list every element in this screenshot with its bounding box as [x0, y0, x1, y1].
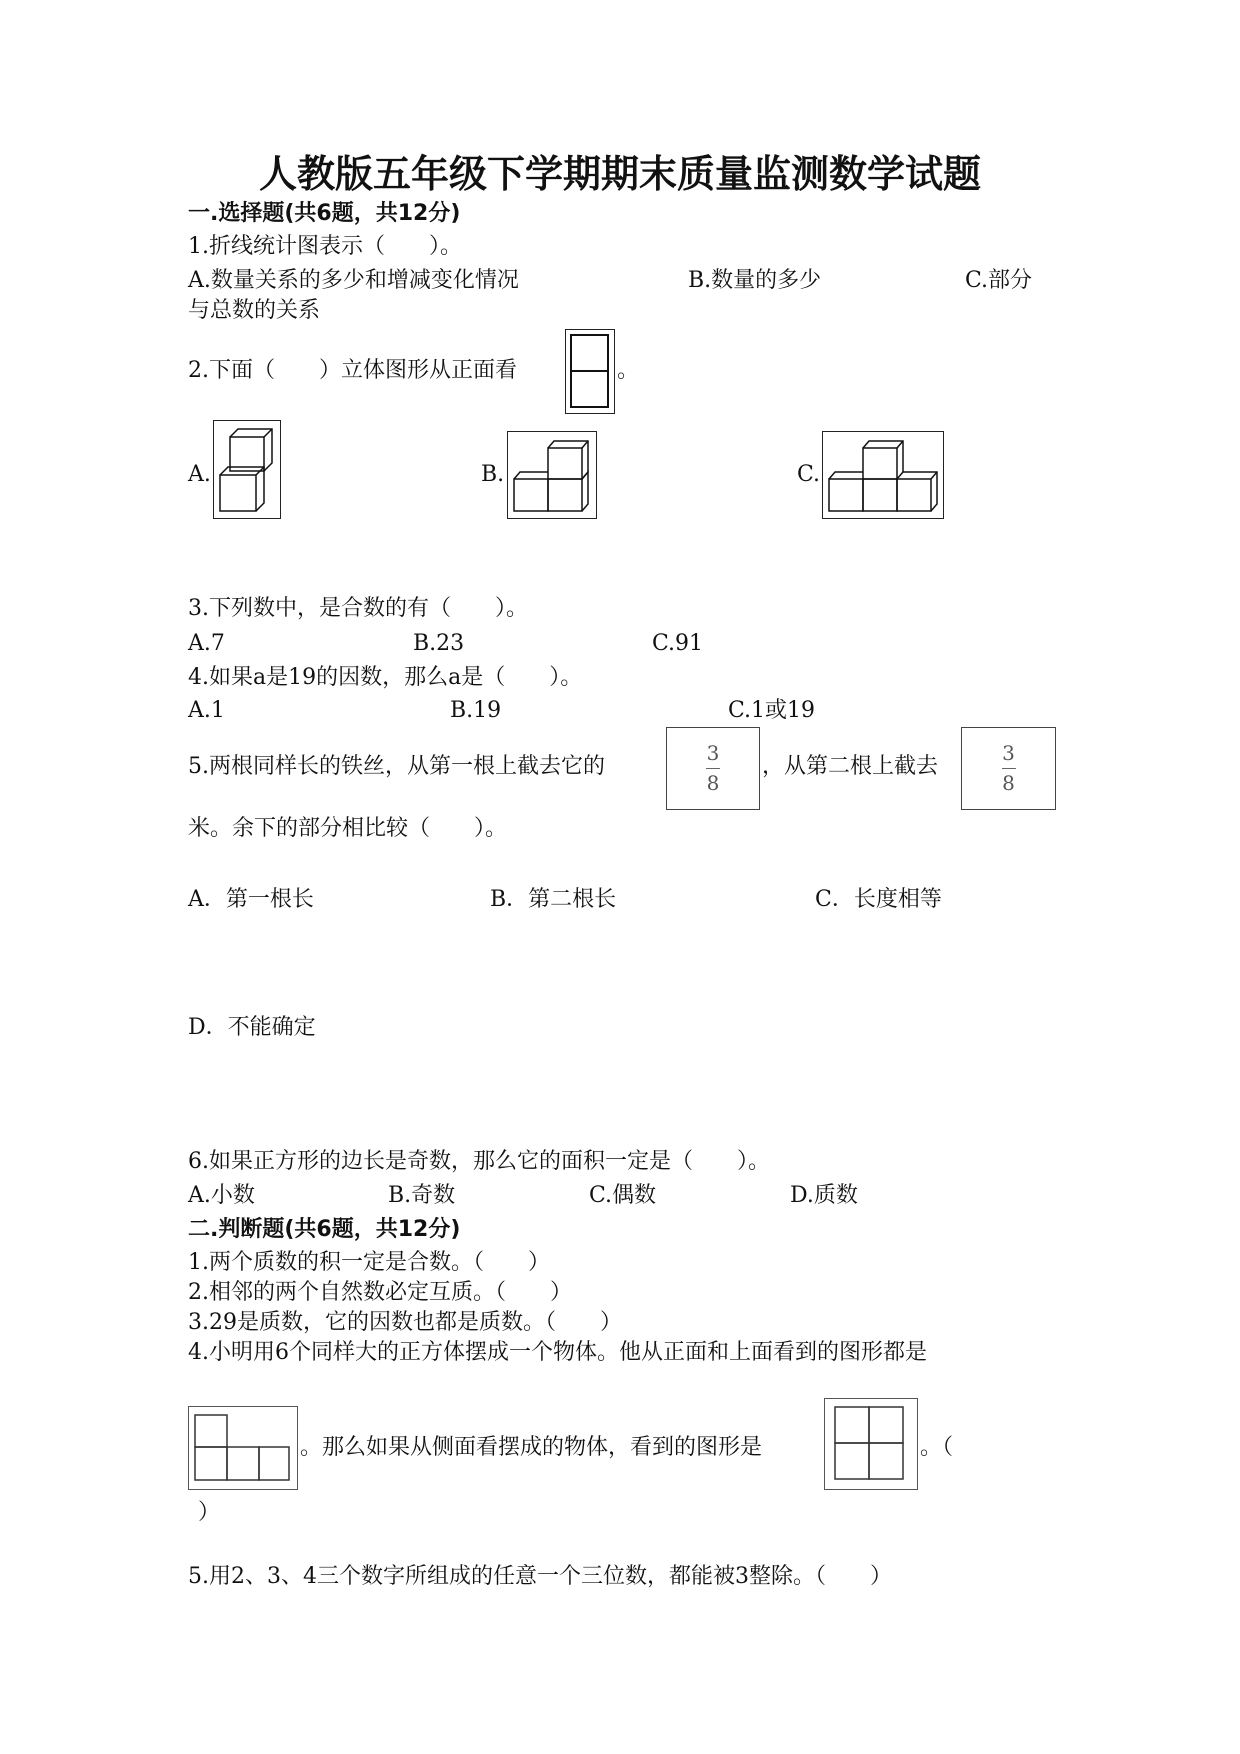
q2-option-a-label: A. — [188, 462, 211, 487]
judge-4-front-top-view-figure — [188, 1406, 298, 1490]
q5-option-b: B．第二根长 — [490, 887, 617, 912]
q5-option-c: C．长度相等 — [815, 887, 942, 912]
judge-item-2: 2.相邻的两个自然数必定互质。（ ） — [188, 1280, 572, 1305]
q2-option-b-figure — [507, 431, 597, 519]
q5-option-d: D．不能确定 — [188, 1015, 316, 1040]
q6-option-c: C.偶数 — [589, 1183, 657, 1208]
q5-fraction-1 — [666, 727, 760, 810]
q2-stem-end: 。 — [617, 358, 640, 383]
fraction-numerator: 3 — [1002, 741, 1015, 765]
q2-stem: 2.下面（ ）立体图形从正面看 — [188, 358, 517, 383]
fraction-bar — [1002, 768, 1016, 769]
judge-item-4: 4.小明用6个同样大的正方体摆成一个物体。他从正面和上面看到的图形都是 — [188, 1340, 927, 1365]
q6-option-b: B.奇数 — [388, 1183, 456, 1208]
q4-option-b: B.19 — [450, 698, 502, 723]
q4-stem: 4.如果a是19的因数，那么a是（ ）。 — [188, 665, 583, 690]
q6-option-d: D.质数 — [790, 1183, 858, 1208]
fraction-denominator: 8 — [706, 771, 720, 795]
q1-stem: 1.折线统计图表示（ ）。 — [188, 234, 462, 259]
judge-item-4-close: ） — [198, 1500, 221, 1525]
section1-heading: 一.选择题(共6题，共12分) — [188, 201, 461, 226]
judge-item-4-after: 。（ — [920, 1435, 954, 1460]
q1-option-b: B.数量的多少 — [688, 268, 822, 293]
judge-item-3: 3.29是质数，它的因数也都是质数。（ ） — [188, 1310, 622, 1335]
judge-item-5: 5.用2、3、4三个数字所组成的任意一个三位数，都能被3整除。（ ） — [188, 1564, 892, 1589]
q2-option-c-figure — [822, 431, 944, 519]
q5-stem-part1: 5.两根同样长的铁丝，从第一根上截去它的 — [188, 754, 605, 779]
fraction-denominator: 8 — [1002, 771, 1015, 795]
section2-heading: 二.判断题(共6题，共12分) — [188, 1217, 461, 1242]
q3-option-a: A.7 — [188, 631, 225, 656]
q6-stem: 6.如果正方形的边长是奇数，那么它的面积一定是（ ）。 — [188, 1149, 770, 1174]
judge-item-1: 1.两个质数的积一定是合数。（ ） — [188, 1250, 550, 1275]
fraction-bar — [706, 768, 720, 769]
q5-fraction-2 — [961, 727, 1056, 810]
judge-4-side-view-figure — [824, 1398, 918, 1490]
q1-option-a: A.数量关系的多少和增减变化情况 — [188, 268, 519, 293]
q3-option-c: C.91 — [652, 631, 704, 656]
page-title: 人教版五年级下学期期末质量监测数学试题 — [258, 151, 981, 196]
q6-option-a: A.小数 — [188, 1183, 255, 1208]
q3-option-b: B.23 — [413, 631, 465, 656]
q3-stem: 3.下列数中，是合数的有（ ）。 — [188, 596, 528, 621]
fraction-numerator: 3 — [706, 741, 720, 765]
q1-option-c-cont: 与总数的关系 — [188, 298, 321, 323]
q5-option-a: A．第一根长 — [188, 887, 314, 912]
q5-stem-part2: ，从第二根上截去 — [762, 754, 939, 779]
q2-option-b-label: B. — [481, 462, 505, 487]
q2-option-c-label: C. — [797, 462, 821, 487]
q2-option-a-figure — [213, 420, 281, 519]
q2-front-view-figure — [565, 329, 615, 414]
q4-option-a: A.1 — [188, 698, 225, 723]
q1-option-c: C.部分 — [965, 268, 1033, 293]
judge-item-4-mid: 。那么如果从侧面看摆成的物体，看到的图形是 — [300, 1435, 763, 1460]
q5-stem-line2: 米。余下的部分相比较（ ）。 — [188, 816, 508, 841]
q4-option-c: C.1或19 — [728, 698, 816, 723]
